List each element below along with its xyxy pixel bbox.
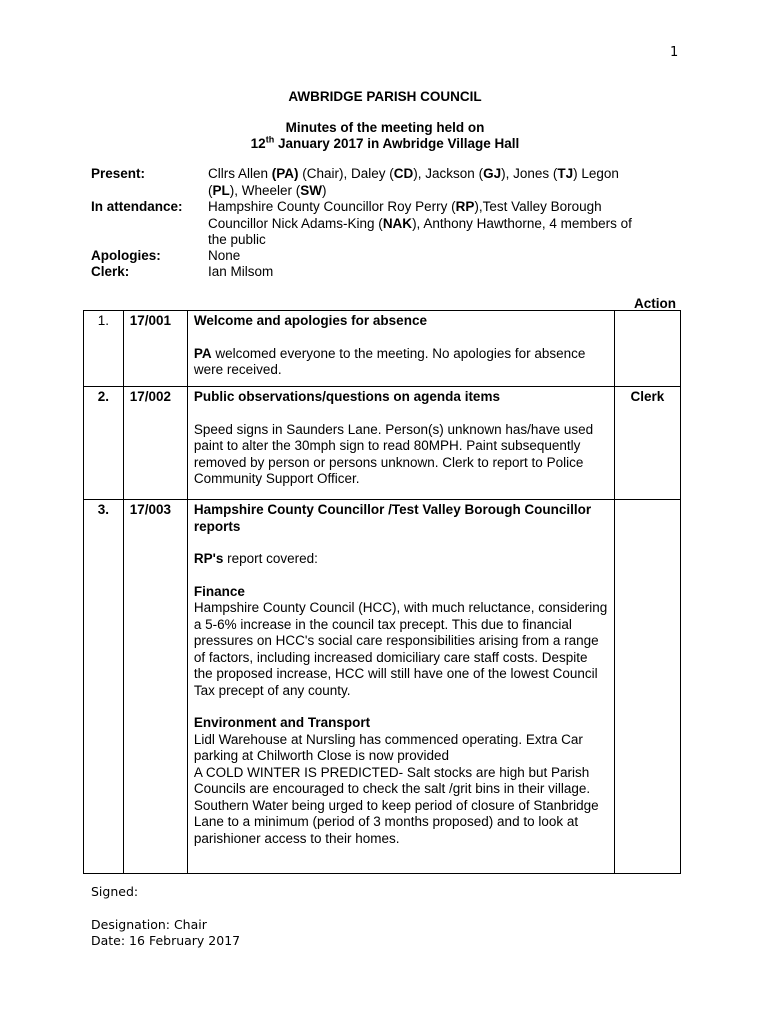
item-number: 1. [84, 311, 124, 387]
item-action: Clerk [614, 387, 680, 500]
clerk-label: Clerk: [91, 264, 130, 279]
subtitle-line1: Minutes of the meeting held on [285, 120, 485, 135]
subtitle-day-suffix: th [265, 134, 275, 145]
item-number: 3. [84, 500, 124, 874]
present-value [208, 166, 678, 199]
action-column-header: Action [634, 296, 676, 311]
present-initials: (PA) [271, 166, 299, 181]
attendance-initials: NAK [382, 215, 413, 231]
present-text: ), Wheeler ( [229, 182, 301, 198]
item-heading: Welcome and apologies for absence [193, 313, 427, 328]
attendance-text: ), Anthony Hawthorne, 4 members of [412, 215, 632, 231]
present-line2 [208, 183, 678, 200]
attendance-value [208, 199, 678, 249]
meeting-subtitle [0, 120, 770, 152]
signed-line: Signed: [91, 884, 139, 899]
present-line1 [208, 166, 678, 183]
item-heading: Public observations/questions on agenda items [193, 389, 500, 404]
item-action [614, 500, 680, 874]
environment-heading: Environment and Transport [193, 715, 371, 730]
minutes-table [83, 310, 681, 874]
attendance-line1 [208, 199, 678, 216]
item-paragraph: Speed signs in Saunders Lane. Person(s) unknown has/have used paint to alter the 30mph sign to read 80MPH. Paint subsequently removed by person or persons unknown. Clerk to report to Police Community Support Officer. [193, 421, 594, 486]
attendance-initials: RP [455, 199, 475, 214]
item-text: welcomed everyone to the meeting. No apologies for absence were received. [193, 345, 586, 377]
present-text: ) [322, 182, 327, 198]
attendance-text: Hampshire County Councillor Roy Perry ( [208, 199, 456, 214]
date-line: Date: 16 February 2017 [91, 933, 241, 948]
present-text: (Chair), Daley ( [298, 166, 394, 181]
item-body [187, 387, 614, 500]
finance-heading: Finance [193, 583, 245, 599]
environment-paragraph-2: A COLD WINTER IS PREDICTED- Salt stocks are high but Parish Councils are encouraged to check the salt /grit bins in their village. Southern Water being urged to keep period of closure of Stanbridge Lane to a minimum (period of 3 months proposed) and to look at parishioner access to their homes. [193, 764, 599, 846]
table-row [84, 387, 681, 500]
present-text: ), Jackson ( [413, 166, 484, 181]
clerk-value: Ian Milsom [208, 264, 274, 279]
item-text: report covered: [223, 551, 318, 566]
speaker-initials: PA [193, 345, 212, 361]
present-text: Cllrs Allen [208, 166, 272, 181]
item-paragraph [194, 346, 608, 379]
attendance-label: In attendance: [91, 199, 183, 214]
item-intro [194, 551, 608, 568]
document-title: AWBRIDGE PARISH COUNCIL [288, 89, 482, 104]
present-initials: SW [300, 182, 323, 198]
attendance-line3: the public [208, 232, 266, 247]
designation-line: Designation: Chair [91, 917, 207, 932]
present-text: ), Jones ( [501, 166, 558, 181]
item-body [187, 311, 614, 387]
present-initials: CD [393, 166, 414, 181]
present-initials: GJ [483, 166, 502, 181]
apologies-label: Apologies: [91, 248, 161, 263]
item-action [614, 311, 680, 387]
item-body [187, 500, 614, 874]
page-number: 1 [670, 45, 679, 60]
present-initials: PL [212, 182, 230, 198]
table-row [84, 500, 681, 874]
finance-paragraph: Hampshire County Council (HCC), with much reluctance, considering a 5-6% increase in the council tax precept. This due to financial pressures on HCC's social care responsibilities arising from a range of factors, including increased domiciliary care staff costs. Despite the proposed increase, HCC will still have one of the lowest Council Tax precept of any county. [193, 600, 608, 698]
item-reference: 17/002 [123, 387, 187, 500]
apologies-value: None [208, 248, 241, 263]
present-text: ) Legon [573, 166, 619, 181]
attendance-text: Councillor Nick Adams-King ( [208, 215, 383, 231]
item-reference: 17/003 [123, 500, 187, 874]
present-label: Present: [91, 166, 146, 181]
environment-paragraph-1: Lidl Warehouse at Nursling has commenced operating. Extra Car parking at Chilworth Close is now provided [193, 731, 583, 763]
present-initials: TJ [557, 166, 574, 181]
item-heading: Hampshire County Councillor /Test Valley Borough Councillor reports [193, 502, 592, 534]
speaker-initials: RP's [193, 551, 224, 566]
item-number: 2. [84, 387, 124, 500]
attendance-line2 [208, 216, 678, 233]
present-text: ( [208, 182, 213, 198]
item-reference: 17/001 [123, 311, 187, 387]
subtitle-line2 [0, 136, 770, 152]
attendance-text: ),Test Valley Borough [474, 199, 602, 214]
table-row [84, 311, 681, 387]
subtitle-day: 12 [250, 136, 266, 151]
subtitle-line2-rest: January 2017 in Awbridge Village Hall [274, 136, 520, 151]
